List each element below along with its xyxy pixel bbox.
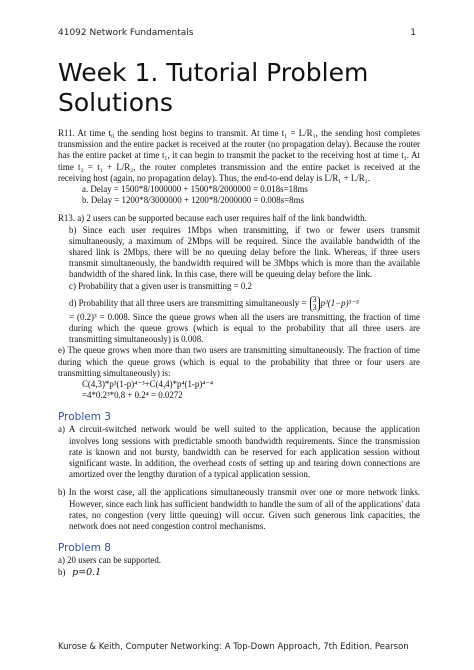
document-body <box>58 128 420 578</box>
r13-d-lead-text: d) Probability that all three users are transmitting simultaneously = <box>69 297 307 308</box>
page-header <box>58 28 416 38</box>
r13-item-b: b) Since each user requires 1Mbps when transmitting, if two or fewer users transmit simultaneously, a maximum of 2Mbps will be required. Since the available bandwidth of the shared link is 2Mbps, there will be no queuing delay before the link. Whereas, if three users transmit simultaneously, the bandwidth required will be 3Mbps which is more than the available bandwidth of the shared link. In this case, there will be queuing delay before the link. <box>69 224 420 280</box>
r11-paragraph: R11. At time t₀ the sending host begins to transmit. At time t₁ = L/R₁, the sending host completes transmission and the entire packet is received at the router (no propagation delay). Because the router has the entire packet at time t₁, it can begin to transmit the packet to the receiving host at time t₁. At time t₂ = t₁ + L/R₂, the router completes transmission and the entire packet is received at the receiving host (again, no propagation delay). Thus, the end-to-end delay is L/R₁ + L/R₂. <box>58 128 420 183</box>
problem8-item-b <box>58 567 420 578</box>
binomial-coefficient <box>310 296 320 312</box>
r13-e-formula-2: =4*0.2³*0.8 + 0.2⁴ = 0.0272 <box>82 390 183 401</box>
r11-item-b: b. Delay = 1200*8/3000000 + 1200*8/2000000 = 0.008s=8ms <box>82 195 304 206</box>
problem3-item-a: a) A circuit-switched network would be well suited to the application, because the application involves long sessions with predictable smooth bandwidth requirements. Since the transmission rate is known and not bursty, bandwidth can be reserved for each application session without significant waste. In addition, the overhead costs of setting up and tearing down connections are amortized over the lengthy duration of a typical application session. <box>58 424 420 480</box>
problem3-heading: Problem 3 <box>58 411 111 424</box>
page-footer: Kurose & Keith, Computer Networking: A Top-Down Approach, 7th Edition. Pearson <box>58 642 409 652</box>
course-name: 41092 Network Fundamentals <box>58 28 194 38</box>
problem8-item-a: a) 20 users can be supported. <box>58 555 162 566</box>
binomial-bottom: 3 <box>312 302 317 312</box>
r13-item-d-body: = (0.2)³ = 0.008. Since the queue grows when all the users are transmitting, the fraction of time during which the queue grows (which is equal to the probability that all three users are transmitting simultaneously) is 0.008. <box>69 311 420 345</box>
r13-item-a: R13. a) 2 users can be supported because each user requires half of the link bandwidth. <box>58 213 367 224</box>
problem3-item-b: b) In the worst case, all the applications simultaneously transmit over one or more network links. However, since each link has sufficient bandwidth to handle the sum of all of the applications' data rates, no congestion (very little queuing) will occur. Given such generous link capacities, the network does not need congestion control mechanisms. <box>58 487 420 532</box>
r13-item-d-lead <box>58 296 420 312</box>
problem8-b-value: p=0.1 <box>72 566 102 578</box>
problem8-b-label: b) <box>58 566 66 577</box>
binomial-top: 3 <box>312 294 317 304</box>
r13-item-c: c) Probability that a given user is transmitting = 0.2 <box>69 280 252 291</box>
problem8-heading: Problem 8 <box>58 542 111 555</box>
binomial-formula: p³(1−p)³⁻³ <box>320 297 359 308</box>
r13-item-e: e) The queue grows when more than two users are transmitting simultaneously. The fraction of time during which the queue grows (which is equal to the probability that three or four users are transmitting simultaneously) is: <box>58 345 420 378</box>
page-title: Week 1. Tutorial Problem Solutions <box>58 58 369 117</box>
r11-item-a: a. Delay = 1500*8/1000000 + 1500*8/2000000 = 0.018s=18ms <box>82 184 308 195</box>
r13-e-formula-1: C(4,3)*p³(1-p)⁴⁻³+C(4,4)*p⁴(1-p)⁴⁻⁴ <box>82 379 214 390</box>
page-number: 1 <box>410 28 416 38</box>
